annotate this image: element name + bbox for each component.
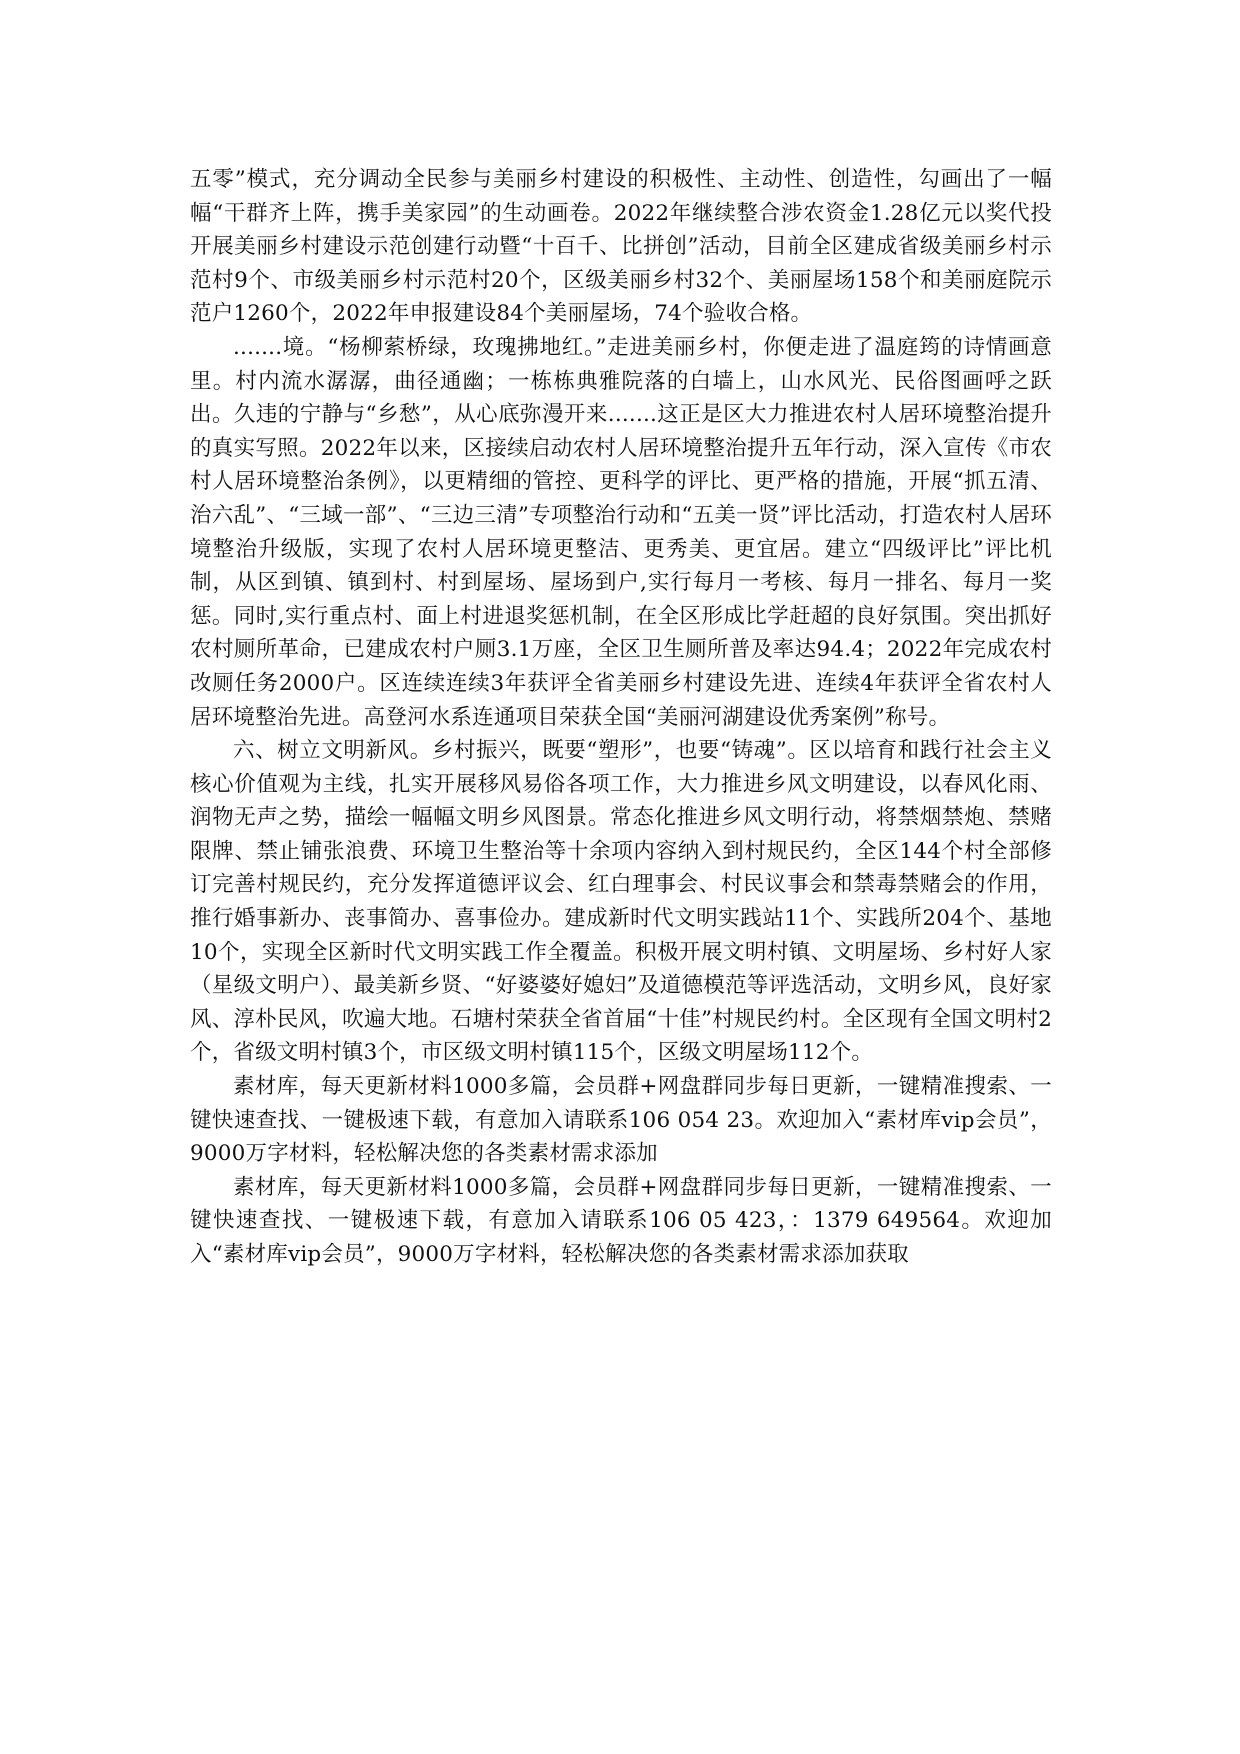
paragraph-living-environment: .......境。“杨柳萦桥绿，玫瑰拂地红。”走进美丽乡村，你便走进了温庭筠的诗情画意里。村内流水潺潺，曲径通幽；一栋栋典雅院落的白墙上，山水风光、民俗图画呼之跃出。久违的宁静与“乡愁”，从心底弥漫开来.......这正是区大力推进农村人居环境整治提升的真实写照。2022年以来，区接续启动农村人居环境整治提升五年行动，深入宣传《市农村人居环境整治条例》，以更精细的管控、更科学的评比、更严格的措施，开展“抓五清、治六乱”、“三域一部”、“三边三清”专项整治行动和“五美一贤”评比活动，打造农村人居环境整治升级版，实现了农村人居环境更整洁、更秀美、更宜居。建立“四级评比”评比机制，从区到镇、镇到村、村到屋场、屋场到户,实行每月一考核、每月一排名、每月一奖惩。同时,实行重点村、面上村进退奖惩机制，在全区形成比学赶超的良好氛围。突出抓好农村厕所革命，已建成农村户厕3.1万座，全区卫生厕所普及率达94.4；2022年完成农村改厕任务2000户。区连续连续3年获评全省美丽乡村建设先进、连续4年获评全省农村人居环境整治先进。高登河水系连通项目荣获全国“美丽河湖建设优秀案例”称号。 [190, 334, 1052, 730]
paragraph-beautiful-village: 五零”模式，充分调动全民参与美丽乡村建设的积极性、主动性、创造性，勾画出了一幅幅“干群齐上阵，携手美家园”的生动画卷。2022年继续整合涉农资金1.28亿元以奖代投开展美丽乡村建设示范创建行动暨“十百千、比拼创”活动，目前全区建成省级美丽乡村示范村9个、市级美丽乡村示范村20个，区级美丽乡村32个、美丽屋场158个和美丽庭院示范户1260个，2022年申报建设84个美丽屋场，74个验收合格。 [190, 167, 1052, 327]
paragraph-civilized-customs: 六、树立文明新风。乡村振兴，既要“塑形”，也要“铸魂”。区以培育和践行社会主义核心价值观为主线，扎实开展移风易俗各项工作，大力推进乡风文明建设，以春风化雨、润物无声之势，描绘一幅幅文明乡风图景。常态化推进乡风文明行动，将禁烟禁炮、禁赌限牌、禁止铺张浪费、环境卫生整治等十余项内容纳入到村规民约，全区144个村全部修订完善村规民约，充分发挥道德评议会、红白理事会、村民议事会和禁毒禁赌会的作用，推行婚事新办、丧事简办、喜事俭办。建成新时代文明实践站11个、实践所204个、基地10个，实现全区新时代文明实践工作全覆盖。积极开展文明村镇、文明屋场、乡村好人家（星级文明户）、最美新乡贤、“好婆婆好媳妇”及道德模范等评选活动，文明乡风，良好家风、淳朴民风，吹遍大地。石塘村荣获全省首届“十佳”村规民约村。全区现有全国文明村2个，省级文明村镇3个，市区级文明村镇115个，区级文明屋场112个。 [190, 738, 1052, 1066]
paragraph-material-library-ad-2: 素材库，每天更新材料1000多篇，会员群+网盘群同步每日更新，一键精准搜索、一键快速查找、一键极速下载，有意加入请联系106 05 423，：1379 649564。欢迎加入“素材库vip会员”，9000万字材料，轻松解决您的各类素材需求添加获取 [190, 1174, 1052, 1267]
document-body [190, 163, 1052, 1272]
paragraph-material-library-ad-1: 素材库，每天更新材料1000多篇，会员群+网盘群同步每日更新，一键精准搜索、一键快速查找、一键极速下载，有意加入请联系106 054 23。欢迎加入“素材库vip会员”，9000万字材料，轻松解决您的各类素材需求添加 [190, 1074, 1052, 1167]
